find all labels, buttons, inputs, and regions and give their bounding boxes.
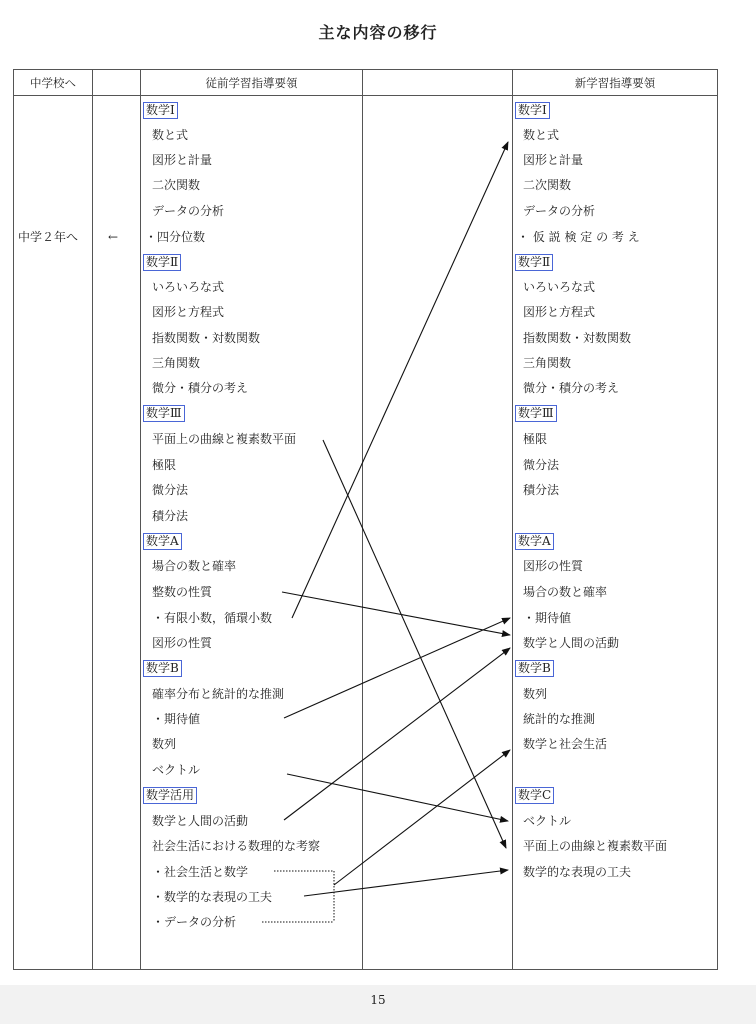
old-item: ・社会生活と数学 <box>152 865 249 879</box>
old-mathA-heading: 数学A <box>143 533 182 550</box>
new-item: 平面上の曲線と複素数平面 <box>523 839 668 853</box>
new-math3-heading: 数学Ⅲ <box>515 405 557 422</box>
new-item: 指数関数・対数関数 <box>523 331 632 345</box>
new-item: データの分析 <box>523 204 596 218</box>
old-item: 数列 <box>152 737 177 751</box>
page-number: 15 <box>370 993 386 1007</box>
header-old-guidelines: 従前学習指導要領 <box>205 76 298 90</box>
old-item: 整数の性質 <box>152 585 213 599</box>
old-item: 数学と人間の活動 <box>152 814 249 828</box>
new-item: ・ 仮 説 検 定 の 考 え <box>517 230 640 244</box>
arrow-human-activity-to-mathA <box>284 648 510 820</box>
new-mathB-heading: 数学B <box>515 660 554 677</box>
new-item: ・期待値 <box>523 611 572 625</box>
arrow-finite-decimal-to-math1 <box>292 142 508 618</box>
old-math3-heading: 数学Ⅲ <box>143 405 185 422</box>
new-math2-heading: 数学Ⅱ <box>515 254 553 271</box>
arrow-society-to-mathB <box>334 750 510 885</box>
old-item: 図形と方程式 <box>152 305 225 319</box>
old-item: 積分法 <box>152 509 189 523</box>
old-mathB-heading: 数学B <box>143 660 182 677</box>
old-math1-heading: 数学Ⅰ <box>143 102 178 119</box>
old-math2-heading: 数学Ⅱ <box>143 254 181 271</box>
old-item: 三角関数 <box>152 356 201 370</box>
new-mathC-heading: 数学C <box>515 787 554 804</box>
dotted-bracket <box>262 871 334 922</box>
old-item: 二次関数 <box>152 178 201 192</box>
new-item: 数と式 <box>523 128 560 142</box>
to-grade2-label: 中学２年へ <box>18 230 79 244</box>
old-item: 場合の数と確率 <box>152 559 237 573</box>
header-new-guidelines: 新学習指導要領 <box>574 76 656 90</box>
old-item: 確率分布と統計的な推測 <box>152 687 285 701</box>
new-item: 図形と計量 <box>523 153 584 167</box>
old-item: 指数関数・対数関数 <box>152 331 261 345</box>
old-item: 極限 <box>152 458 177 472</box>
new-item: 図形と方程式 <box>523 305 596 319</box>
old-item: いろいろな式 <box>152 280 225 294</box>
old-item: ベクトル <box>152 763 201 777</box>
arrow-expected-value-to-mathA <box>284 618 510 718</box>
new-item: 数学と社会生活 <box>523 737 608 751</box>
old-item: ・データの分析 <box>152 915 237 929</box>
old-item: 社会生活における数理的な考察 <box>152 839 321 853</box>
old-item: 微分・積分の考え <box>152 381 249 395</box>
new-item: 微分・積分の考え <box>523 381 620 395</box>
new-item: 数列 <box>523 687 548 701</box>
new-mathA-heading: 数学A <box>515 533 554 550</box>
left-arrow-icon: ← <box>108 230 119 244</box>
new-item: いろいろな式 <box>523 280 596 294</box>
old-item: データの分析 <box>152 204 225 218</box>
old-item: 微分法 <box>152 483 189 497</box>
arrow-expression-to-mathC <box>304 870 508 896</box>
old-item: 平面上の曲線と複素数平面 <box>152 432 297 446</box>
new-item: 積分法 <box>523 483 560 497</box>
old-item: ・有限小数，循環小数 <box>152 611 273 625</box>
new-item: 数学的な表現の工夫 <box>523 865 632 879</box>
new-item: ベクトル <box>523 814 572 828</box>
header-middle-school: 中学校へ <box>30 76 76 90</box>
new-item: 数学と人間の活動 <box>523 636 620 650</box>
new-item: 統計的な推測 <box>523 712 596 726</box>
new-item: 極限 <box>523 432 548 446</box>
old-item: 図形と計量 <box>152 153 213 167</box>
new-item: 微分法 <box>523 458 560 472</box>
old-item: ・期待値 <box>152 712 201 726</box>
old-katsuyo-heading: 数学活用 <box>143 787 197 804</box>
old-item: ・数学的な表現の工夫 <box>152 890 273 904</box>
arrow-vector-to-mathC <box>287 774 508 821</box>
new-item: 場合の数と確率 <box>523 585 608 599</box>
old-item: 図形の性質 <box>152 636 213 650</box>
new-item: 図形の性質 <box>523 559 584 573</box>
arrow-integer-to-human-activity <box>282 592 510 635</box>
old-item: ・四分位数 <box>145 230 206 244</box>
new-item: 三角関数 <box>523 356 572 370</box>
old-item: 数と式 <box>152 128 189 142</box>
new-item: 二次関数 <box>523 178 572 192</box>
new-math1-heading: 数学Ⅰ <box>515 102 550 119</box>
page-title: 主な内容の移行 <box>318 23 438 42</box>
arrow-curves-to-mathC <box>323 440 506 848</box>
